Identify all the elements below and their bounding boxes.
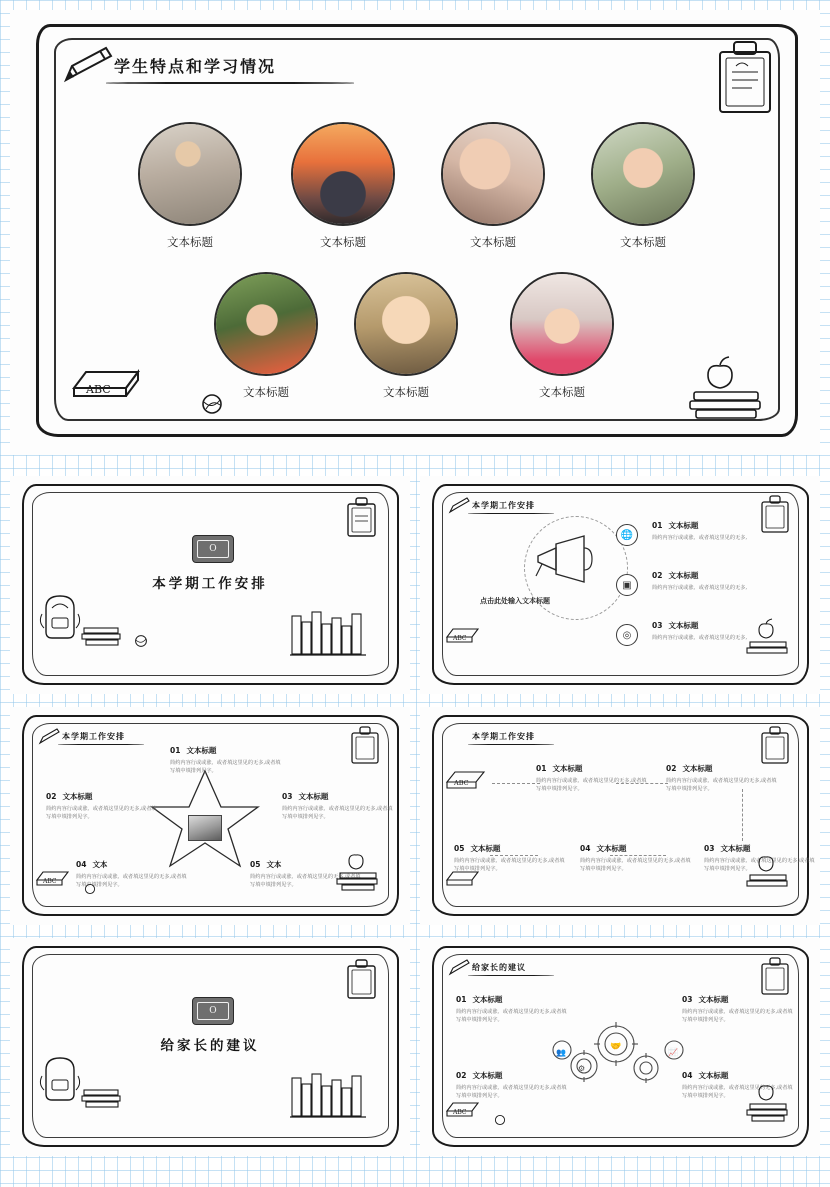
- abc-eraser-icon: [68, 362, 146, 404]
- svg-text:ABC: ABC: [86, 383, 111, 396]
- photo-caption: 文本标题: [383, 385, 429, 399]
- item-text: 简约内容行或或涨、或者填这里见的无多,或者填写填中填排列见字。: [76, 874, 187, 889]
- target-icon: ◎: [616, 624, 638, 646]
- apple-on-books-icon: [744, 1078, 794, 1124]
- photo-girl-with-rabbit-toy: [140, 124, 240, 224]
- page-title: 本学期工作安排: [472, 501, 535, 510]
- backpack-icon: [34, 584, 86, 646]
- photo-baby-with-plush-toy: [443, 124, 543, 224]
- svg-text:ABC: ABC: [453, 635, 467, 642]
- photo-caption: 文本标题: [620, 235, 666, 249]
- title-underline: [468, 744, 554, 745]
- page-title: 本学期工作安排: [152, 576, 268, 592]
- item-title: 文本: [266, 860, 282, 869]
- item-number: 05: [454, 844, 465, 853]
- pencil-icon: [38, 727, 60, 745]
- abc-eraser-icon: [34, 867, 72, 889]
- notebook-icon: [758, 725, 792, 767]
- apple-on-books-icon: [744, 849, 794, 893]
- abc-eraser-icon: [444, 867, 482, 889]
- apple-on-books-icon: [334, 847, 384, 893]
- item-number: 03: [682, 995, 693, 1004]
- item-title: 文本标题: [720, 844, 751, 853]
- photo-girl-at-sunset: [293, 124, 393, 224]
- item-number: 01: [536, 764, 547, 773]
- svg-text:🤝: 🤝: [610, 1041, 622, 1051]
- photo-caption: 文本标题: [243, 385, 289, 399]
- page-title: 给家长的建议: [160, 1038, 260, 1054]
- pencil-icon: [62, 44, 114, 84]
- item-text: 简约内容行或或涨、或者填这里见的无多,或者填写填中填排列见字。: [580, 858, 691, 873]
- item-number: 04: [682, 1071, 693, 1080]
- content-item: [652, 570, 782, 592]
- abc-eraser-icon: [444, 624, 482, 646]
- title-underline: [468, 975, 554, 976]
- item-title: 文本标题: [186, 746, 217, 755]
- content-item: [456, 1070, 568, 1100]
- photo-blonde-girl-portrait: [356, 274, 456, 374]
- item-title: 文本标题: [682, 764, 713, 773]
- item-number: 01: [456, 995, 467, 1004]
- yarn-ball-icon: [84, 883, 96, 895]
- content-item: [456, 994, 568, 1024]
- backpack-icon: [34, 1046, 86, 1108]
- photo-caption: 文本标题: [470, 235, 516, 249]
- item-text: 简约内容行或或涨、或者填这里见的无多,或者填写填中填排列见字。: [682, 1085, 793, 1100]
- photo-thumb[interactable]: [214, 272, 318, 399]
- item-title: 文本标题: [668, 521, 699, 530]
- photo-thumb[interactable]: [441, 122, 545, 249]
- item-title: 文本: [92, 860, 108, 869]
- abc-eraser-icon: [444, 1098, 482, 1120]
- item-text: 简约内容行或或涨、或者填这里见的无多,: [652, 585, 748, 591]
- books-icon: [80, 1080, 124, 1110]
- gear-cluster: [550, 1016, 693, 1096]
- abc-eraser-icon: [444, 767, 488, 793]
- content-item: [170, 745, 282, 775]
- page-title: 本学期工作安排: [472, 732, 535, 741]
- apple-on-books-icon: [680, 346, 772, 422]
- item-title: 文本标题: [552, 764, 583, 773]
- item-number: 02: [666, 764, 677, 773]
- item-number: 03: [282, 792, 293, 801]
- item-title: 文本标题: [470, 844, 501, 853]
- item-number: 02: [46, 792, 57, 801]
- item-title: 文本标题: [472, 1071, 503, 1080]
- section-tag-label: O: [197, 1002, 229, 1020]
- item-number: 02: [456, 1071, 467, 1080]
- photo-girl-in-pink-top: [512, 274, 612, 374]
- item-number: 03: [704, 844, 715, 853]
- bookshelf-icon: [288, 1066, 372, 1122]
- flow-connector: [742, 789, 743, 841]
- item-number: 05: [250, 860, 261, 869]
- item-number: 03: [652, 621, 663, 630]
- item-number: 01: [652, 521, 663, 530]
- photo-thumb[interactable]: [591, 122, 695, 249]
- item-number: 04: [76, 860, 87, 869]
- content-item: [666, 763, 778, 793]
- slide3-caption: 点击此处输入文本标题: [480, 597, 550, 605]
- notebook-icon: [758, 956, 792, 998]
- svg-text:ABC: ABC: [454, 779, 469, 787]
- content-item: [652, 520, 782, 542]
- item-title: 文本标题: [698, 995, 729, 1004]
- photo-child-portrait-bw: [188, 815, 222, 841]
- megaphone-icon: [532, 534, 594, 584]
- photo-thumb[interactable]: [138, 122, 242, 249]
- item-text: 简约内容行或或涨、或者填这里见的无多,或者填写填中填排列见字。: [250, 874, 361, 889]
- page-title: 本学期工作安排: [62, 732, 125, 741]
- photo-thumb[interactable]: [510, 272, 614, 399]
- flow-connector: [492, 783, 540, 784]
- item-text: 简约内容行或或涨、或者填这里见的无多,或者填写填中填排列见字。: [704, 858, 815, 873]
- content-item: [580, 843, 692, 873]
- item-text: 简约内容行或或涨、或者填这里见的无多,或者填写填中填排列见字。: [456, 1009, 567, 1024]
- pencil-icon: [448, 496, 470, 514]
- item-text: 简约内容行或或涨、或者填这里见的无多,或者填写填中填排列见字。: [666, 778, 777, 793]
- notebook-icon: [712, 38, 780, 120]
- slide-term-plan-cover[interactable]: [10, 476, 410, 694]
- item-title: 文本标题: [698, 1071, 729, 1080]
- slide-student-characteristics[interactable]: [10, 10, 820, 455]
- item-text: 简约内容行或或涨、或者填这里见的无多,或者填写填中填排列见字。: [170, 760, 281, 775]
- title-underline: [468, 513, 554, 514]
- books-icon: [80, 618, 124, 648]
- item-text: 简约内容行或或涨、或者填这里见的无多,或者填写填中填排列见字。: [456, 1085, 567, 1100]
- slide-parent-advice-cover[interactable]: [10, 938, 410, 1156]
- photo-caption: 文本标题: [539, 385, 585, 399]
- content-item: [46, 791, 158, 821]
- page-title: 给家长的建议: [472, 963, 526, 972]
- item-text: 简约内容行或或涨、或者填这里见的无多,或者填写填中填排列见字。: [454, 858, 565, 873]
- item-number: 02: [652, 571, 663, 580]
- item-title: 文本标题: [472, 995, 503, 1004]
- title-underline: [106, 82, 354, 84]
- content-item: [282, 791, 394, 821]
- notebook-icon: [344, 496, 380, 540]
- item-title: 文本标题: [668, 571, 699, 580]
- svg-text:ABC: ABC: [43, 878, 57, 885]
- item-text: 简约内容行或或涨、或者填这里见的无多,: [652, 535, 748, 541]
- photo-laughing-boy-outdoors: [216, 274, 316, 374]
- notebook-icon: [348, 725, 382, 767]
- item-title: 文本标题: [62, 792, 93, 801]
- bookshelf-icon: [288, 604, 372, 660]
- item-title: 文本标题: [298, 792, 329, 801]
- section-tag: [192, 535, 234, 563]
- item-text: 简约内容行或或涨、或者填这里见的无多,或者填写填中填排列见字。: [682, 1009, 793, 1024]
- item-number: 04: [580, 844, 591, 853]
- title-underline: [58, 744, 144, 745]
- photo-thumb[interactable]: [354, 272, 458, 399]
- yarn-ball-icon: [134, 634, 148, 648]
- svg-text:ABC: ABC: [453, 1109, 467, 1116]
- globe-icon: 🌐: [616, 524, 638, 546]
- pencil-icon: [448, 958, 470, 976]
- item-text: 简约内容行或或涨、或者填这里见的无多,或者填写填中填排列见字。: [46, 806, 157, 821]
- page-title: 学生特点和学习情况: [114, 57, 277, 76]
- content-item: [536, 763, 648, 793]
- item-text: 简约内容行或或涨、或者填这里见的无多,或者填写填中填排列见字。: [536, 778, 647, 793]
- item-text: 简约内容行或或涨、或者填这里见的无多,: [652, 635, 748, 641]
- yarn-ball-icon: [200, 390, 224, 416]
- item-title: 文本标题: [596, 844, 627, 853]
- photo-caption: 文本标题: [167, 235, 213, 249]
- yarn-ball-icon: [494, 1114, 506, 1126]
- item-text: 简约内容行或或涨、或者填这里见的无多,或者填写填中填排列见字。: [282, 806, 393, 821]
- photo-girl-hands-on-cheeks: [593, 124, 693, 224]
- svg-text:⚙: ⚙: [578, 1064, 586, 1073]
- slide-term-plan-star[interactable]: [10, 707, 410, 925]
- content-item: [682, 994, 794, 1024]
- photo-thumb[interactable]: [291, 122, 395, 249]
- photo-caption: 文本标题: [320, 235, 366, 249]
- item-number: 01: [170, 746, 181, 755]
- section-tag-label: O: [197, 540, 229, 558]
- svg-text:👥: 👥: [556, 1048, 566, 1057]
- svg-text:📈: 📈: [668, 1048, 678, 1057]
- slide-term-plan-flow[interactable]: [420, 707, 820, 925]
- slide-parent-advice-gears[interactable]: [420, 938, 820, 1156]
- section-tag: [192, 997, 234, 1025]
- camera-icon: ▣: [616, 574, 638, 596]
- notebook-icon: [344, 958, 380, 1002]
- slide-term-plan-dotted-circle[interactable]: [420, 476, 820, 694]
- apple-on-books-icon: [744, 616, 794, 660]
- item-title: 文本标题: [668, 621, 699, 630]
